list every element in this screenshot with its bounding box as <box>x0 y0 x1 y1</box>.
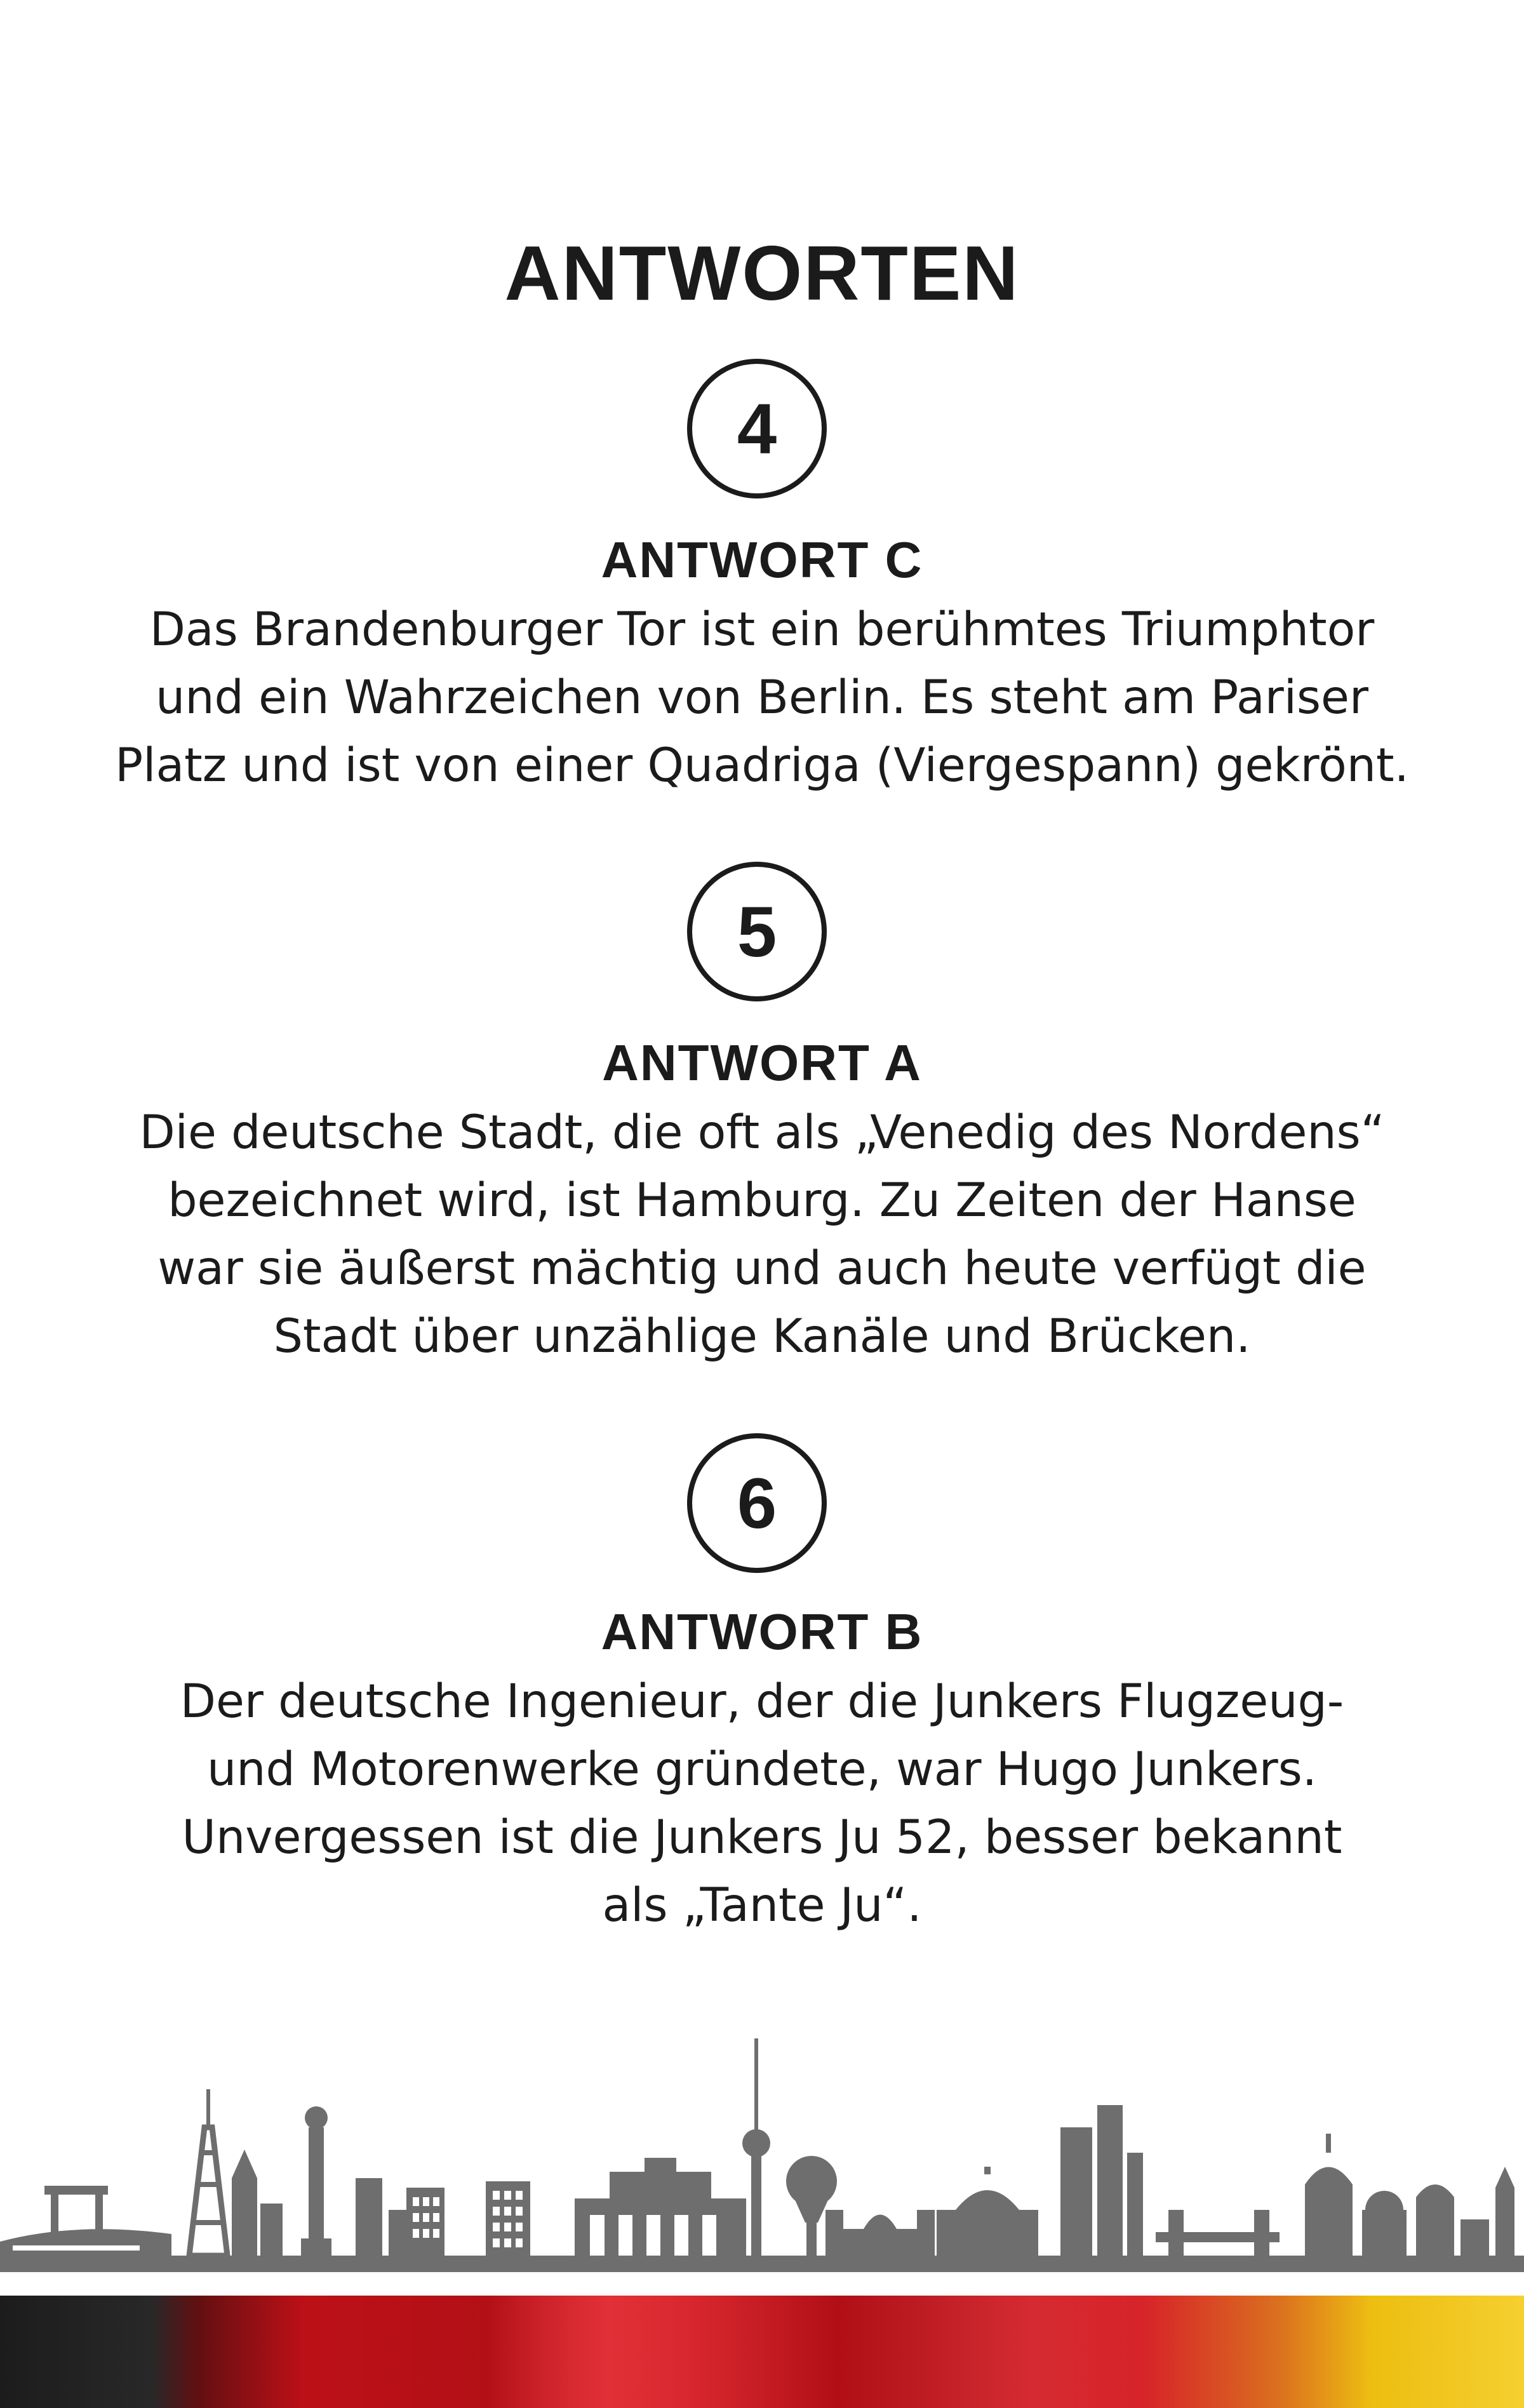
answer-number-badge: 4 <box>687 359 827 498</box>
answer-text: Das Brandenburger Tor ist ein berühmtes Triumphtor und ein Wahrzeichen von Berlin. Es steht am Pariser Platz und ist von einer Quadriga (Viergespann) gekrönt. <box>115 603 1409 793</box>
answer-label: ANTWORT A <box>602 1034 922 1091</box>
answer-number-badge: 6 <box>687 1433 827 1573</box>
answer-number-badge: 5 <box>687 862 827 1001</box>
answer-text: Der deutsche Ingenieur, der die Junkers Flugzeug- und Motorenwerke gründete, war Hugo Junkers. Unvergessen ist die Junkers Ju 52, besser bekannt als „Tante Ju“. <box>180 1675 1344 1932</box>
answer-text: Die deutsche Stadt, die oft als „Venedig des Nordens“ bezeichnet wird, ist Hamburg. Zu Zeiten der Hanse war sie äußerst mächtig und auch heute verfügt die Stadt über unzählige Kanäle und Brücken. <box>139 1106 1385 1363</box>
page-title: ANTWORTEN <box>504 230 1020 316</box>
berlin-skyline-illustration <box>0 2019 1524 2286</box>
german-flag-banner <box>0 2296 1524 2408</box>
answer-label: ANTWORT B <box>601 1603 923 1660</box>
answer-label: ANTWORT C <box>601 532 923 588</box>
